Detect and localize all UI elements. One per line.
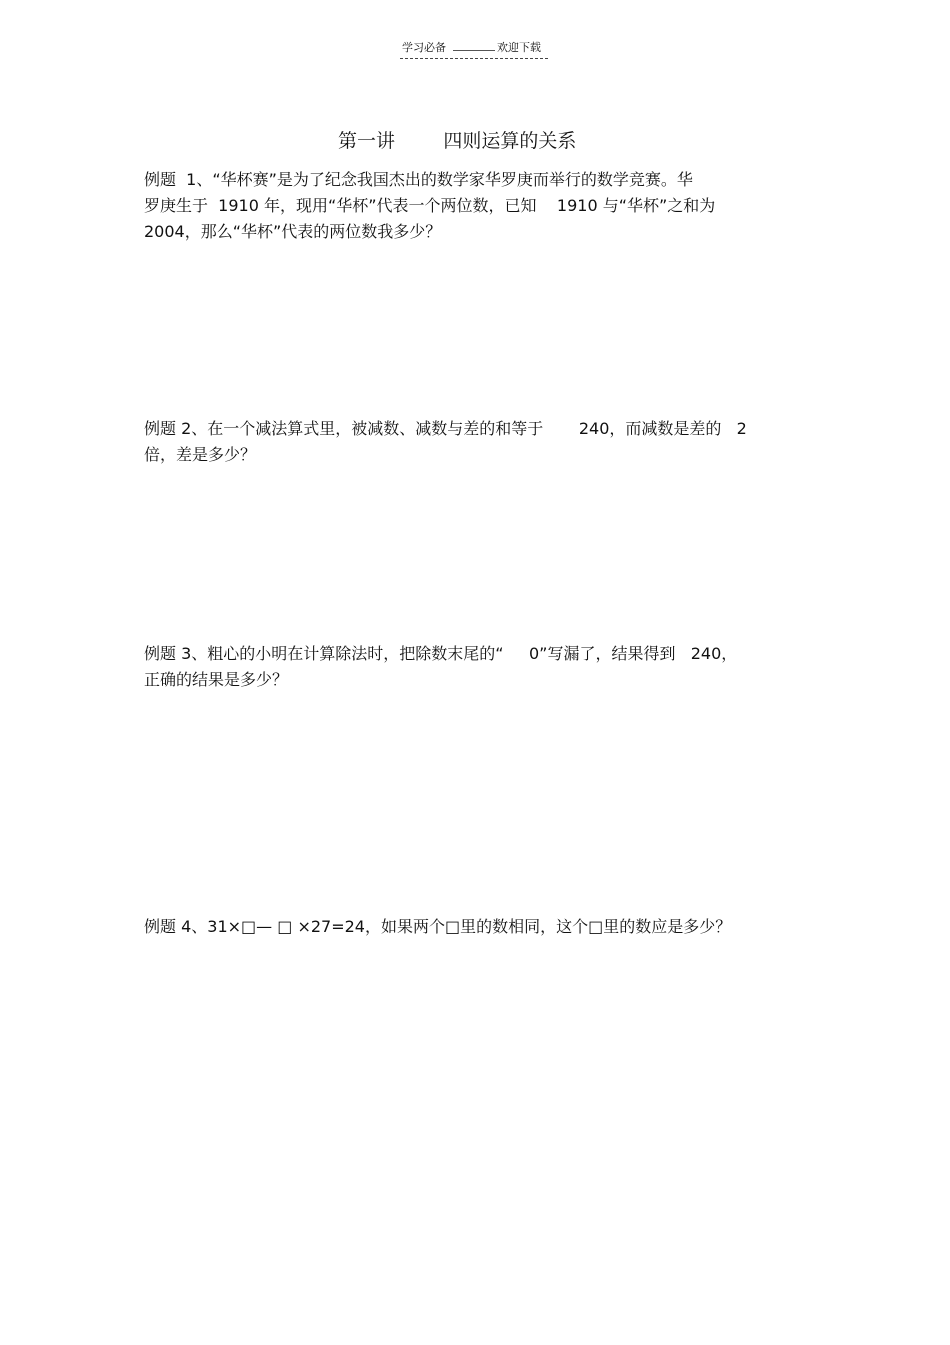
example-question-3 [144,641,814,693]
header-left-text: 学习必备 [402,41,446,54]
header-underline-gap [453,39,495,51]
question-line: 例题 3、粗心的小明在计算除法时，把除数末尾的“ 0”写漏了，结果得到 240， [144,644,738,663]
question-line: 罗庚生于 1910 年，现用“华杯”代表一个两位数，已知 1910 与“华杯”之和为 [144,196,716,215]
question-line: 例题 1、“华杯赛”是为了纪念我国杰出的数学家华罗庚而举行的数学竞赛。华 [144,170,693,189]
example-question-2 [144,416,814,468]
question-line: 例题 2、在一个减法算式里，被减数、减数与差的和等于 240，而减数是差的 2 [144,419,747,438]
question-line: 2004，那么“华杯”代表的两位数我多少？ [144,222,442,241]
page-header [400,38,548,59]
question-line: 正确的结果是多少？ [144,670,289,689]
question-line: 例题 4、31×□— □ ×27=24，如果两个□里的数相同，这个□里的数应是多少？ [144,917,732,936]
example-question-1 [144,167,814,245]
example-question-4 [144,914,814,940]
header-right-text: 欢迎下载 [497,41,541,54]
question-line: 倍，差是多少？ [144,445,257,464]
lecture-title: 第一讲 四则运算的关系 [338,130,577,152]
